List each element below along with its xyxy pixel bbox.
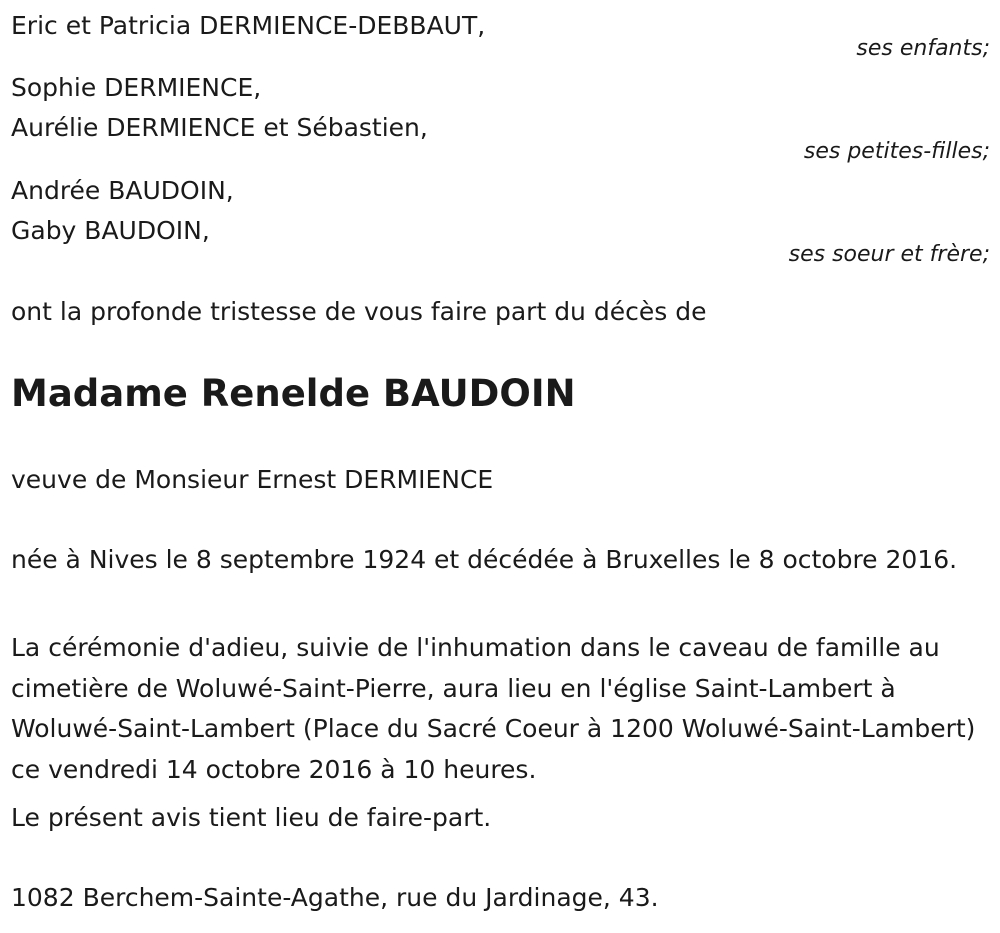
announcement-text: ont la profonde tristesse de vous faire part du décès de <box>11 297 707 326</box>
notice-text: Le présent avis tient lieu de faire-part. <box>11 803 492 832</box>
children-role-label: ses enfants; <box>856 36 990 61</box>
deceased-name-heading: Madame Renelde BAUDOIN <box>11 372 576 415</box>
children-names-line-1: Eric et Patricia DERMIENCE-DEBBAUT, <box>11 11 486 40</box>
address-text: 1082 Berchem-Sainte-Agathe, rue du Jardinage, 43. <box>11 883 659 912</box>
siblings-names-line-1: Andrée BAUDOIN, <box>11 176 234 205</box>
birth-death-paragraph: née à Nives le 8 septembre 1924 et décédée à Bruxelles le 8 octobre 2016. <box>11 545 958 574</box>
grandchildren-names-line-1: Sophie DERMIENCE, <box>11 73 262 102</box>
siblings-role-label: ses soeur et frère; <box>788 242 990 267</box>
grandchildren-role-label: ses petites-filles; <box>803 139 990 164</box>
grandchildren-names-line-2: Aurélie DERMIENCE et Sébastien, <box>11 113 428 142</box>
widow-of-text: veuve de Monsieur Ernest DERMIENCE <box>11 465 494 494</box>
ceremony-paragraph: La cérémonie d'adieu, suivie de l'inhumation dans le caveau de famille au cimetière de Woluwé-Saint-Pierre, aura lieu en l'église Saint-Lambert à Woluwé-Saint-Lambert (Place du Sacré Coeur à 1200 Woluwé-Saint-Lambert) ce vendredi 14 octobre 2016 à 10 heures. <box>11 633 976 784</box>
siblings-names-line-2: Gaby BAUDOIN, <box>11 216 210 245</box>
